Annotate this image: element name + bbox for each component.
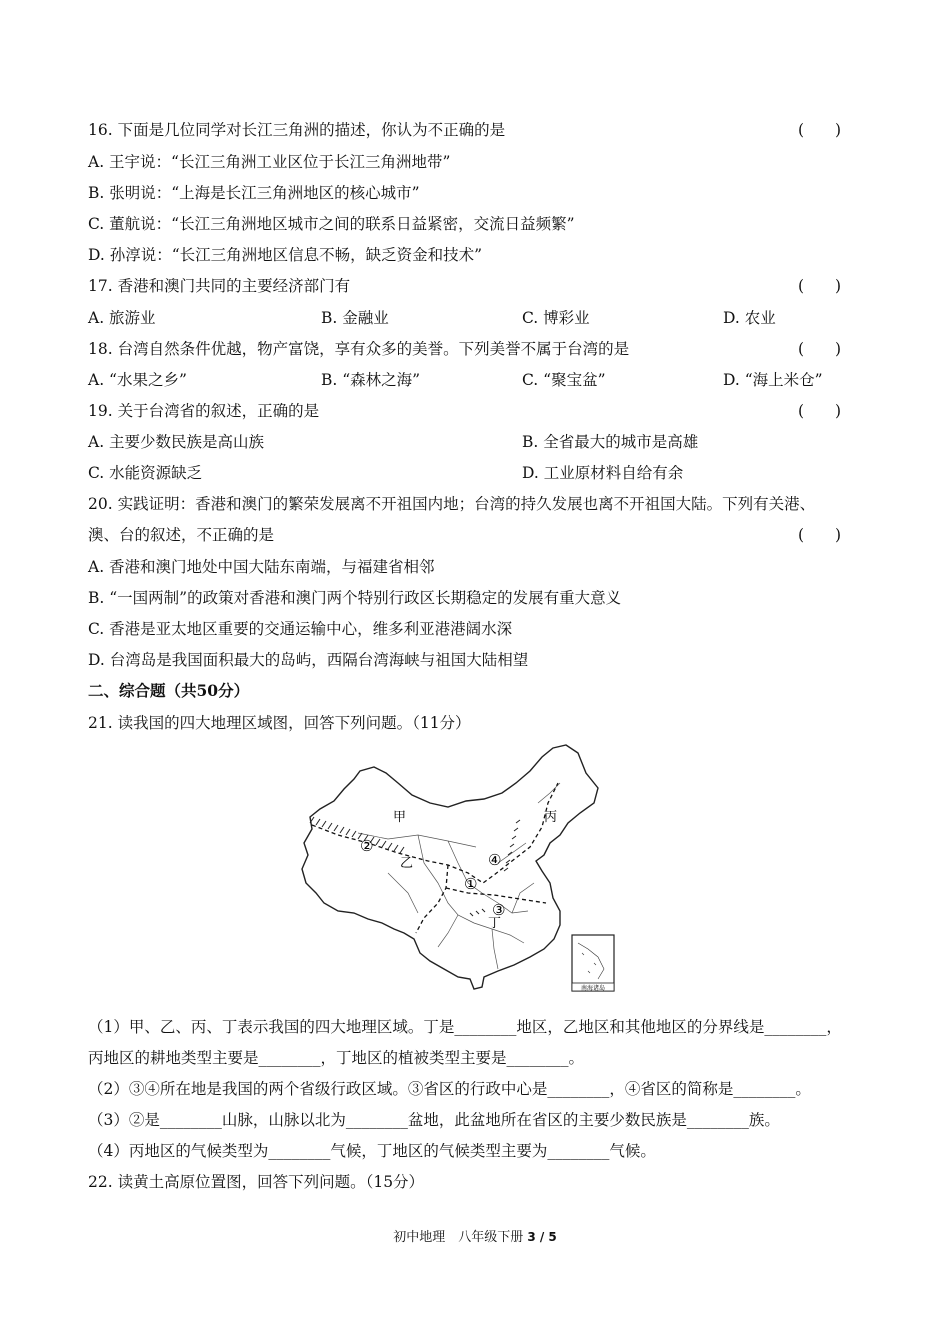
q17-option-a: A. 旅游业: [88, 309, 156, 327]
q21-part2: （2）③④所在地是我国的两个省级行政区域。③省区的行政中心是________，④省区的简称是________。: [88, 1080, 811, 1098]
q17-stem: 17. 香港和澳门共同的主要经济部门有: [88, 277, 351, 295]
q21-part1-line2: 丙地区的耕地类型主要是________，丁地区的植被类型主要是________。: [88, 1049, 585, 1067]
q16-answer-paren: ( ): [798, 121, 842, 139]
q16-stem: 16. 下面是几位同学对长江三角洲的描述，你认为不正确的是: [88, 121, 506, 139]
label-yi: 乙: [400, 856, 414, 871]
q20-stem-line1: 20. 实践证明：香港和澳门的繁荣发展离不开祖国内地；台湾的持久发展也离不开祖国大陆。下列有关港、: [88, 495, 816, 513]
q21-part4: （4）丙地区的气候类型为________气候，丁地区的气候类型主要为________气候。: [88, 1142, 656, 1160]
q17-answer-paren: ( ): [798, 277, 842, 295]
q17-option-b: B. 金融业: [321, 309, 389, 327]
q20-stem-line2: 澳、台的叙述，不正确的是: [88, 526, 275, 544]
q18-option-b: B. “森林之海”: [321, 371, 421, 389]
q18-option-a: A. “水果之乡”: [88, 371, 187, 389]
china-outline: [302, 745, 598, 989]
q16-option-d: D. 孙淳说：“长江三角洲地区信息不畅，缺乏资金和技术”: [88, 246, 483, 264]
label-jia: 甲: [393, 810, 407, 825]
q22-stem: 22. 读黄土高原位置图，回答下列问题。（15分）: [88, 1173, 425, 1191]
footer-title: 初中地理 八年级下册: [393, 1230, 528, 1245]
q20-answer-paren: ( ): [798, 526, 842, 544]
q18-option-c: C. “聚宝盆”: [522, 371, 606, 389]
label-circle-2: ②: [360, 837, 374, 855]
q18-option-d: D. “海上米仓”: [723, 371, 823, 389]
q16-option-c: C. 董航说：“长江三角洲地区城市之间的联系日益紧密，交流日益频繁”: [88, 215, 575, 233]
q20-option-d: D. 台湾岛是我国面积最大的岛屿，西隔台湾海峡与祖国大陆相望: [88, 651, 529, 669]
q16-option-b: B. 张明说：“上海是长江三角洲地区的核心城市”: [88, 184, 420, 202]
q19-answer-paren: ( ): [798, 402, 842, 420]
q20-option-a: A. 香港和澳门地处中国大陆东南端，与福建省相邻: [88, 558, 435, 576]
china-four-regions-map: [298, 743, 618, 998]
label-ding: 丁: [488, 916, 502, 931]
q21-part1-line1: （1）甲、乙、丙、丁表示我国的四大地理区域。丁是________地区，乙地区和其他地区的分界线是________，: [88, 1018, 842, 1036]
q17-option-d: D. 农业: [723, 309, 776, 327]
q18-answer-paren: ( ): [798, 340, 842, 358]
section2-title: 二、综合题（共50分）: [88, 681, 250, 700]
q21-part3: （3）②是________山脉，山脉以北为________盆地，此盆地所在省区的主要少数民族是________族。: [88, 1111, 780, 1129]
label-inset: 南海诸岛: [580, 985, 606, 992]
label-circle-1: ①: [464, 875, 478, 893]
q19-stem: 19. 关于台湾省的叙述，正确的是: [88, 402, 320, 420]
label-circle-3: ③: [492, 901, 506, 919]
page-number: 3 / 5: [527, 1230, 557, 1244]
q19-option-a: A. 主要少数民族是高山族: [88, 433, 265, 451]
label-circle-4: ④: [488, 851, 502, 869]
q19-option-b: B. 全省最大的城市是高雄: [522, 433, 699, 451]
q18-stem: 18. 台湾自然条件优越，物产富饶，享有众多的美誉。下列美誉不属于台湾的是: [88, 340, 630, 358]
page-footer: [0, 1226, 950, 1245]
q19-option-c: C. 水能资源缺乏: [88, 464, 203, 482]
label-bing: 丙: [544, 810, 558, 825]
q20-option-b: B. “一国两制”的政策对香港和澳门两个特别行政区长期稳定的发展有重大意义: [88, 589, 622, 607]
q16-option-a: A. 王宇说：“长江三角洲工业区位于长江三角洲地带”: [88, 153, 451, 171]
q17-option-c: C. 博彩业: [522, 309, 590, 327]
q21-stem: 21. 读我国的四大地理区域图，回答下列问题。（11分）: [88, 714, 471, 732]
q20-option-c: C. 香港是亚太地区重要的交通运输中心，维多利亚港港阔水深: [88, 620, 513, 638]
q19-option-d: D. 工业原材料自给有余: [522, 464, 684, 482]
